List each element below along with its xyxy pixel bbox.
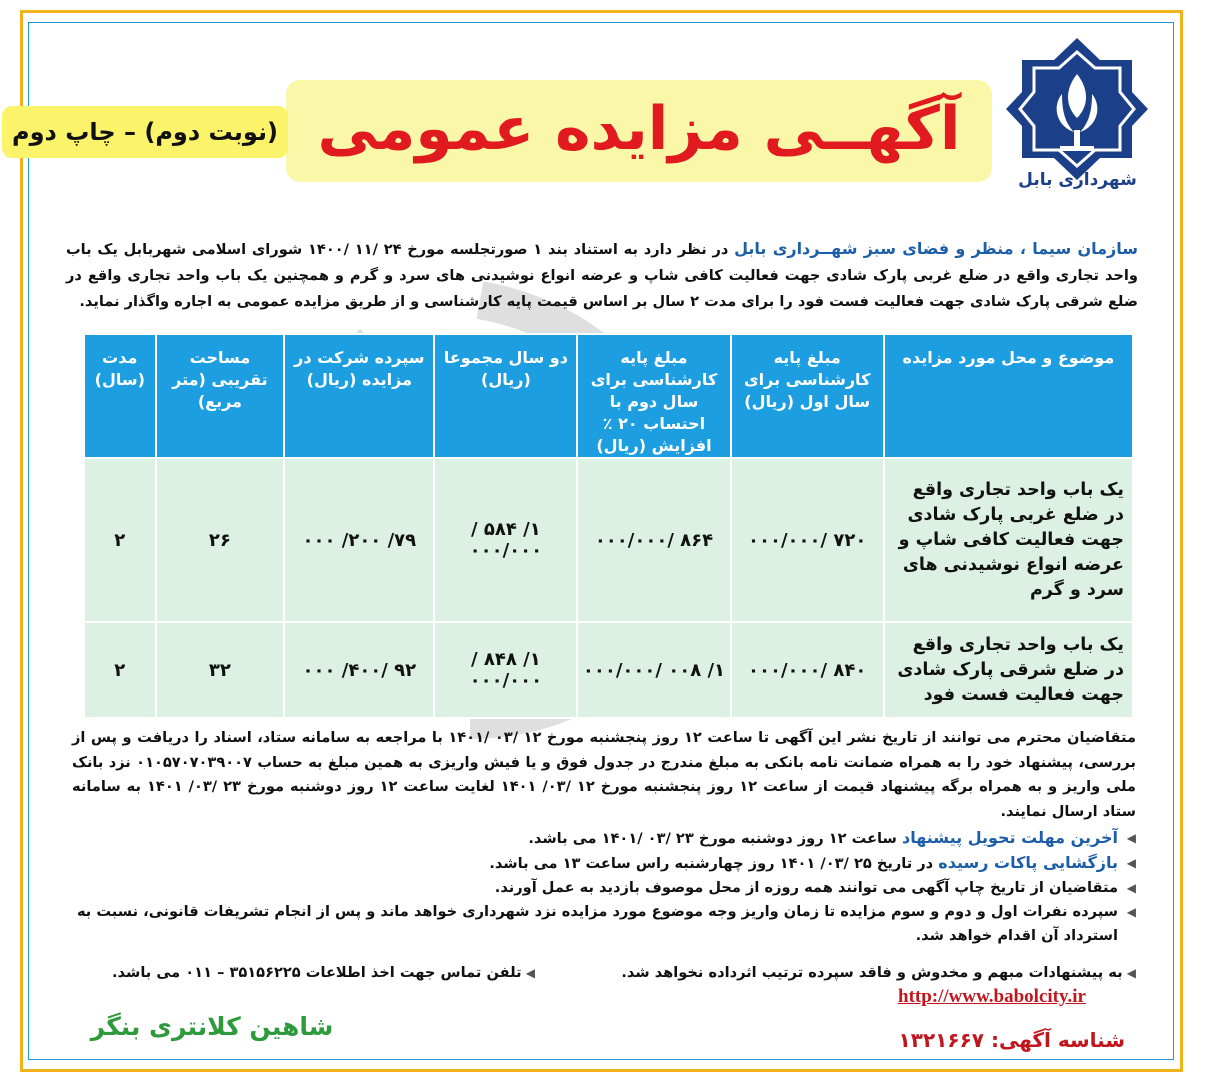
table-row: [84, 622, 1133, 718]
bullet-arrow-icon: ◀: [1126, 856, 1136, 870]
cell-deposit: ۹۲ /۴۰۰/ ۰۰۰: [284, 622, 434, 718]
invalid-offers-text: به پیشنهادات مبهم و مخدوش و فاقد سپرده ترتیب اثرداده نخواهد شد.: [621, 964, 1123, 981]
bullet-arrow-icon: ◀: [521, 966, 535, 980]
bullet-arrow-icon: ◀: [1126, 831, 1136, 845]
intro-paragraph: [66, 236, 1138, 315]
cell-year1: ۸۴۰ /۰۰۰/۰۰۰: [731, 622, 884, 718]
auction-table: [83, 333, 1134, 719]
cell-area: ۲۶: [156, 458, 285, 622]
table-row: [84, 458, 1133, 622]
cell-area: ۳۲: [156, 622, 285, 718]
signature: شاهین کلانتری بنگر: [90, 1012, 334, 1041]
opening-text: در تاریخ ۲۵ /۰۳/ ۱۴۰۱ روز چهارشنبه راس ساعت ۱۳ می باشد.: [489, 855, 939, 872]
cell-total: ۱/ ۸۴۸ /۰۰۰/۰۰۰: [434, 622, 577, 718]
instructions-paragraph: متقاضیان محترم می توانند از تاریخ نشر این آگهی تا ساعت ۱۲ روز پنجشنبه مورخ ۱۲ /۰۳ /۱۴۰۱ با مراجعه به سامانه ستاد، اسناد را دریافت و پس از بررسی، پیشنهاد خود را به همراه ضمانت نامه بانکی به مبلغ مندرج در جدول فوق و یا فیش واریزی به همین مبلغ به حساب ۰۱۰۵۷۰۷۰۳۹۰۰۷ نزد بانک ملی واریز و به همراه برگه پیشنهاد قیمت از ساعت ۱۲ روز پنجشنبه مورخ ۱۲ /۰۳/ ۱۴۰۱ لغایت ساعت ۱۲ روز دوشنبه مورخ ۲۳ /۰۳/ ۱۴۰۱ به سامانه ستاد ارسال نمایند.: [72, 729, 1137, 820]
logo-caption: شهرداری بابل: [1018, 170, 1137, 190]
final-notes-row: [72, 964, 1136, 988]
opening-label: بازگشایی پاکات رسیده: [938, 853, 1118, 872]
cell-duration: ۲: [84, 622, 156, 718]
cell-subject: یک باب واحد تجاری واقع در ضلع شرقی پارک شادی جهت فعالیت فست فود: [884, 622, 1133, 718]
cell-year1: ۷۲۰ /۰۰۰/۰۰۰: [731, 458, 884, 622]
table-header-row: [84, 334, 1133, 458]
deadline-label: آخرین مهلت تحویل پیشنهاد: [901, 828, 1118, 847]
visit-text: متقاضیان از تاریخ چاپ آگهی می توانند همه روزه از محل موصوف بازدید به عمل آورند.: [494, 879, 1118, 896]
bullet-arrow-icon: ◀: [1126, 881, 1136, 895]
cell-year2: ۱/ ۰۰۸ /۰۰۰/۰۰۰: [577, 622, 730, 718]
organization-name: سازمان سیما ، منظر و فضای سبز شهــرداری بابل: [734, 239, 1138, 258]
bullet-arrow-icon: ◀: [1122, 966, 1136, 980]
website-link[interactable]: http://www.babolcity.ir: [898, 986, 1086, 1007]
page-title: آگهــی مزایده عمومی: [317, 94, 961, 164]
list-item: [621, 964, 1136, 981]
list-item: [72, 876, 1136, 900]
deposit-text: سپرده نفرات اول و دوم و سوم مزایده تا زمان واریز وجه موضوع مورد مزایده نزد شهرداری خواهد ماند و پس از انجام تشریفات قانونی، نسبت به استرداد آن اقدام خواهد شد.: [76, 903, 1118, 944]
phone-text: تلفن تماس جهت اخذ اطلاعات ۳۵۱۵۶۲۲۵ – ۰۱۱ می باشد.: [112, 964, 522, 981]
cell-subject: یک باب واحد تجاری واقع در ضلع غربی پارک شادی جهت فعالیت کافی شاپ و عرضه انواع نوشیدنی های سرد و گرم: [884, 458, 1133, 622]
cell-deposit: ۷۹/ ۲۰۰/ ۰۰۰: [284, 458, 434, 622]
header-duration: مدت (سال): [84, 334, 156, 458]
list-item: [72, 900, 1136, 948]
list-item: [72, 851, 1136, 876]
list-item: [112, 964, 535, 981]
cell-year2: ۸۶۴ /۰۰۰/۰۰۰: [577, 458, 730, 622]
header-year2: مبلغ پایه کارشناسی برای سال دوم با احتساب ۲۰ ٪ افزایش (ریال): [577, 334, 730, 458]
intro-text: در نظر دارد به استناد بند ۱ صورتجلسه مورخ ۲۴ /۱۱ /۱۴۰۰ شورای اسلامی شهربابل یک باب واحد تجاری واقع در ضلع غربی پارک شادی جهت فعالیت کافی شاپ و عرضه انواع نوشیدنی های سرد و گرم و همچنین یک باب واحد تجاری واقع در ضلع شرقی پارک شادی جهت فعالیت فست فود را برای مدت ۲ سال بر اساس قیمت پایه کارشناسی و از طریق مزایده عمومی به اجاره واگذار نماید.: [66, 241, 1138, 310]
conditions-list: [72, 826, 1136, 948]
deadline-text: ساعت ۱۲ روز دوشنبه مورخ ۲۳ /۰۳ /۱۴۰۱ می باشد.: [528, 830, 902, 847]
header-area: مساحت تقریبی (متر مربع): [156, 334, 285, 458]
bullet-arrow-icon: ◀: [1126, 905, 1136, 919]
cell-duration: ۲: [84, 458, 156, 622]
cell-total: ۱/ ۵۸۴ /۰۰۰/۰۰۰: [434, 458, 577, 622]
header-total: دو سال مجموعا (ریال): [434, 334, 577, 458]
list-item: [72, 826, 1136, 851]
round-badge: (نوبت دوم) – چاپ دوم: [2, 106, 288, 158]
ad-id: شناسه آگهی: ۱۳۲۱۶۶۷: [898, 1028, 1125, 1052]
header-subject: موضوع و محل مورد مزایده: [884, 334, 1133, 458]
header-deposit: سپرده شرکت در مزایده (ریال): [284, 334, 434, 458]
header-year1: مبلغ پایه کارشناسی برای سال اول (ریال): [731, 334, 884, 458]
